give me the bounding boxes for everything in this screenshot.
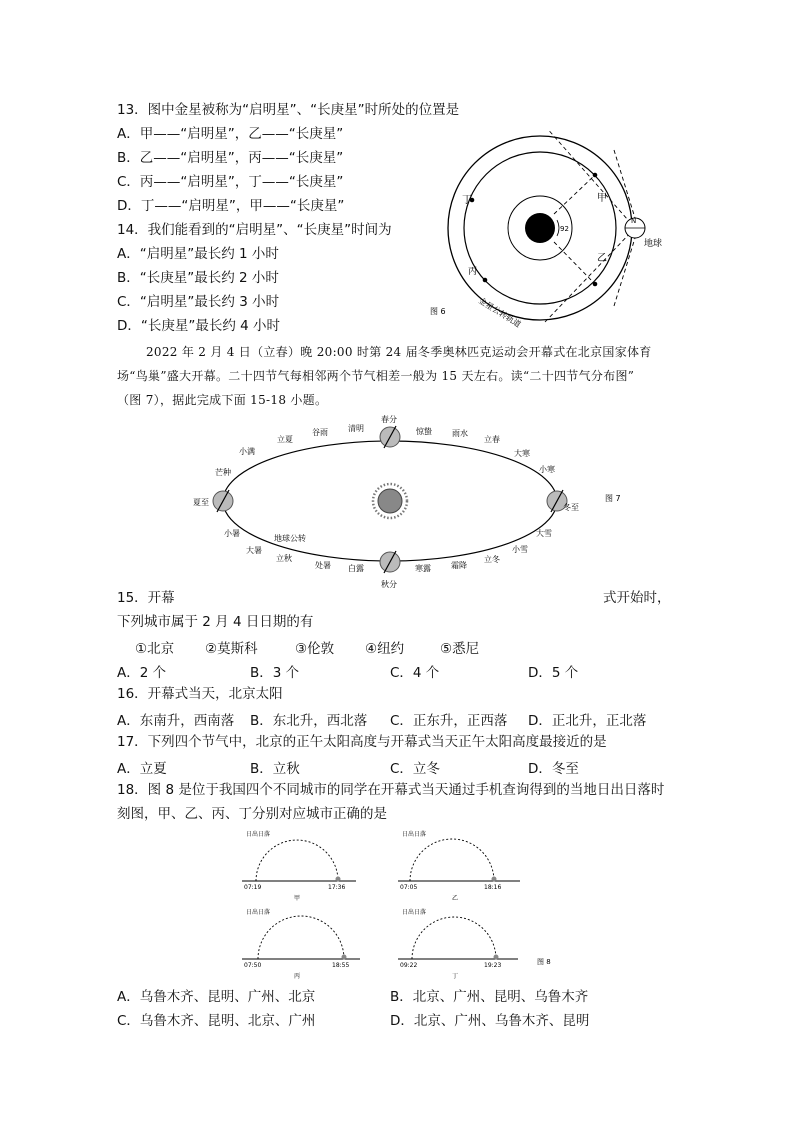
sun-icon bbox=[525, 213, 555, 243]
svg-text:雨水: 雨水 bbox=[452, 429, 468, 438]
svg-text:寒露: 寒露 bbox=[415, 564, 431, 573]
svg-text:07:05: 07:05 bbox=[400, 884, 418, 891]
q14-option-a: A．“启明星”最长约 1 小时 bbox=[117, 246, 279, 262]
q17-option-a: A．立夏 bbox=[117, 761, 167, 777]
svg-text:甲: 甲 bbox=[294, 895, 301, 902]
q15-stem-end: 式开始时， bbox=[603, 590, 671, 606]
q13-option-b: B．乙——“启明星”，丙——“长庚星” bbox=[117, 150, 344, 166]
svg-text:日出日落: 日出日落 bbox=[402, 831, 427, 838]
passage-line-3: （图 7），据此完成下面 15-18 小题。 bbox=[117, 393, 328, 407]
svg-text:惊蛰: 惊蛰 bbox=[416, 427, 432, 436]
q14-option-b: B．“长庚星”最长约 2 小时 bbox=[117, 270, 279, 286]
svg-text:乙: 乙 bbox=[597, 253, 607, 264]
svg-text:清明: 清明 bbox=[348, 424, 364, 433]
sun-icon bbox=[492, 877, 497, 882]
q17-option-b: B．立秋 bbox=[250, 761, 300, 777]
q14-option-c: C．“启明星”最长约 3 小时 bbox=[117, 294, 280, 310]
svg-text:图 6: 图 6 bbox=[430, 307, 446, 316]
svg-text:19:23: 19:23 bbox=[484, 962, 502, 969]
svg-text:立春: 立春 bbox=[484, 435, 500, 444]
svg-text:立冬: 立冬 bbox=[484, 555, 500, 564]
svg-text:秋分: 秋分 bbox=[381, 580, 397, 589]
svg-text:大暑: 大暑 bbox=[246, 546, 262, 555]
q15-option-a: A．2 个 bbox=[117, 665, 167, 681]
q16-stem: 16．开幕式当天，北京太阳 bbox=[117, 686, 283, 702]
svg-text:07:50: 07:50 bbox=[244, 962, 262, 969]
q15-option-b: B．3 个 bbox=[250, 665, 300, 681]
sun-icon bbox=[336, 877, 341, 882]
svg-text:金星公转轨道: 金星公转轨道 bbox=[476, 296, 523, 330]
svg-text:立夏: 立夏 bbox=[277, 435, 293, 444]
q17-stem: 17．下列四个节气中，北京的正午太阳高度与开幕式当天正午太阳高度最接近的是 bbox=[117, 734, 607, 750]
q18-option-b: B．北京、广州、昆明、乌鲁木齐 bbox=[390, 989, 589, 1005]
sun-icon bbox=[494, 955, 499, 960]
figure-7 bbox=[180, 415, 630, 595]
q18-option-c: C．乌鲁木齐、昆明、北京、广州 bbox=[117, 1013, 316, 1029]
svg-text:图 8: 图 8 bbox=[537, 958, 551, 966]
svg-text:日出日落: 日出日落 bbox=[246, 831, 271, 838]
svg-text:霜降: 霜降 bbox=[451, 561, 467, 570]
svg-text:丙: 丙 bbox=[294, 973, 301, 980]
svg-text:夏至: 夏至 bbox=[193, 498, 209, 507]
svg-text:图 7: 图 7 bbox=[605, 494, 621, 503]
q14-stem: 14．我们能看到的“启明星”、“长庚星”时间为 bbox=[117, 222, 392, 238]
q13-option-d: D．丁——“启明星”，甲——“长庚星” bbox=[117, 198, 345, 214]
svg-text:丁: 丁 bbox=[462, 195, 472, 206]
svg-text:大雪: 大雪 bbox=[536, 529, 552, 538]
svg-text:处暑: 处暑 bbox=[315, 561, 331, 570]
svg-text:乙: 乙 bbox=[452, 895, 459, 902]
sunrise-sunset-panel-yi bbox=[398, 830, 520, 902]
svg-text:地球: 地球 bbox=[644, 239, 663, 249]
q15-stem-start: 15．开幕 bbox=[117, 590, 175, 606]
q15-option-d: D．5 个 bbox=[528, 665, 579, 681]
q15-city-2: ②莫斯科 bbox=[205, 641, 258, 657]
svg-text:白露: 白露 bbox=[348, 564, 364, 573]
q18-stem-line-1: 18．图 8 是位于我国四个不同城市的同学在开幕式当天通过手机查询得到的当地日出日落时 bbox=[117, 782, 665, 798]
q18-option-d: D．北京、广州、乌鲁木齐、昆明 bbox=[390, 1013, 590, 1029]
svg-text:日出日落: 日出日落 bbox=[246, 909, 271, 916]
svg-text:18:16: 18:16 bbox=[484, 884, 502, 891]
q16-option-d: D．正北升，正北落 bbox=[528, 713, 647, 729]
earth-icon bbox=[213, 490, 233, 512]
earth-icon bbox=[380, 426, 400, 448]
svg-text:甲: 甲 bbox=[597, 193, 607, 204]
sun-icon bbox=[373, 484, 407, 518]
passage-line-1: 2022 年 2 月 4 日（立春）晚 20:00 时第 24 届冬季奥林匹克运动会开幕式在北京国家体育 bbox=[146, 345, 652, 359]
q13-stem: 13．图中金星被称为“启明星”、“长庚星”时所处的位置是 bbox=[117, 102, 460, 118]
sunrise-sunset-panel-bing bbox=[242, 908, 360, 980]
figure-8 bbox=[238, 826, 568, 982]
q13-option-a: A．甲——“启明星”，乙——“长庚星” bbox=[117, 126, 344, 142]
sunrise-sunset-panel-jia bbox=[242, 830, 356, 902]
svg-text:谷雨: 谷雨 bbox=[312, 428, 328, 437]
svg-text:N: N bbox=[631, 217, 637, 225]
passage-line-2: 场“鸟巢”盛大开幕。二十四节气每相邻两个节气相差一般为 15 天左右。读“二十四节气分布图” bbox=[117, 369, 635, 383]
svg-text:地球公转: 地球公转 bbox=[274, 534, 306, 543]
figure-6 bbox=[430, 130, 680, 330]
svg-text:春分: 春分 bbox=[381, 415, 397, 424]
svg-text:小满: 小满 bbox=[239, 447, 255, 456]
earth-icon bbox=[380, 551, 400, 573]
q15-city-4: ④纽约 bbox=[365, 641, 405, 657]
svg-text:07:19: 07:19 bbox=[244, 884, 262, 891]
q16-option-a: A．东南升，西南落 bbox=[117, 713, 235, 729]
q13-option-c: C．丙——“启明星”，丁——“长庚星” bbox=[117, 174, 344, 190]
svg-text:芒种: 芒种 bbox=[215, 468, 231, 477]
svg-text:17:36: 17:36 bbox=[328, 884, 346, 891]
q16-option-b: B．东北升，西北落 bbox=[250, 713, 368, 729]
svg-text:冬至: 冬至 bbox=[563, 503, 579, 512]
q17-option-d: D．冬至 bbox=[528, 761, 579, 777]
q15-city-3: ③伦敦 bbox=[295, 641, 335, 657]
q18-stem-line-2: 刻图，甲、乙、丙、丁分别对应城市正确的是 bbox=[117, 806, 387, 822]
q15-city-1: ①北京 bbox=[135, 641, 175, 657]
svg-text:丙: 丙 bbox=[468, 267, 478, 277]
q14-option-d: D．“长庚星”最长约 4 小时 bbox=[117, 318, 281, 334]
sunrise-sunset-panel-ding bbox=[398, 908, 551, 980]
svg-text:小暑: 小暑 bbox=[224, 529, 240, 538]
q15-stem-cities: 下列城市属于 2 月 4 日日期的有 bbox=[117, 614, 314, 630]
svg-text:92: 92 bbox=[560, 225, 569, 233]
svg-text:小寒: 小寒 bbox=[539, 465, 555, 474]
q16-option-c: C．正东升，正西落 bbox=[390, 713, 508, 729]
q15-city-5: ⑤悉尼 bbox=[440, 641, 480, 657]
svg-text:09:22: 09:22 bbox=[400, 962, 418, 969]
sun-icon bbox=[342, 955, 347, 960]
svg-text:小雪: 小雪 bbox=[512, 545, 528, 554]
svg-text:丁: 丁 bbox=[452, 973, 459, 980]
q18-option-a: A．乌鲁木齐、昆明、广州、北京 bbox=[117, 989, 316, 1005]
svg-text:日出日落: 日出日落 bbox=[402, 909, 427, 916]
q17-option-c: C．立冬 bbox=[390, 761, 440, 777]
svg-text:立秋: 立秋 bbox=[276, 554, 292, 563]
svg-text:大寒: 大寒 bbox=[514, 449, 530, 458]
svg-text:18:55: 18:55 bbox=[332, 962, 350, 969]
q15-option-c: C．4 个 bbox=[390, 665, 440, 681]
